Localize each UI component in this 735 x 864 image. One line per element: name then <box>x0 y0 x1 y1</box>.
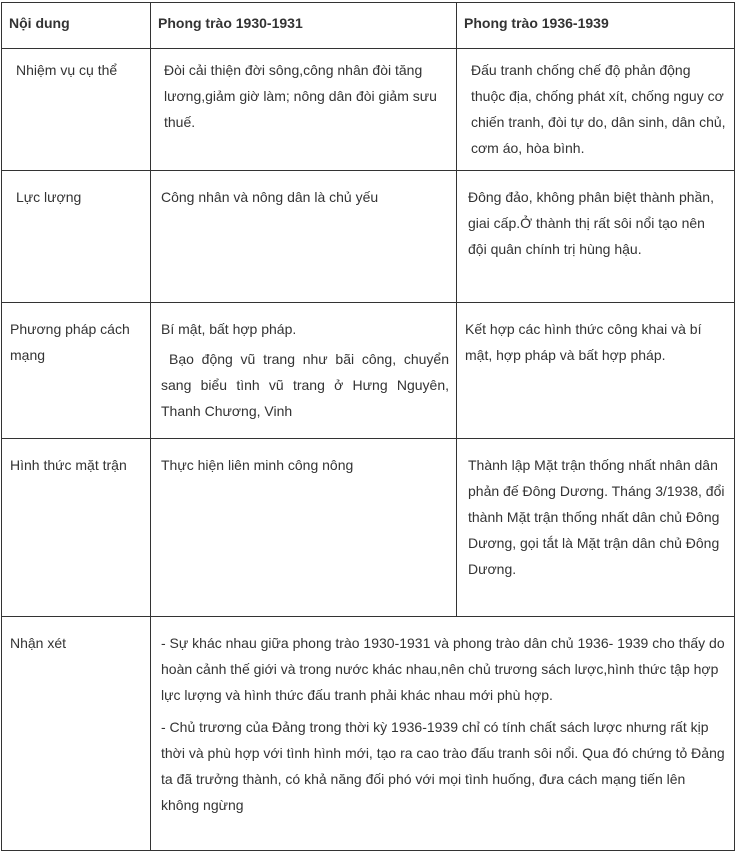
row-label: Nhận xét <box>2 617 151 851</box>
header-phong-trao-1930: Phong trào 1930-1931 <box>151 3 457 49</box>
cell-paragraph: - Chủ trương của Đảng trong thời kỳ 1936-1939 chỉ có tính chất sách lược nhưng rất kịp thời và phù hợp với tình hình mới, tạo ra cao trào đấu tranh sôi nổi. Qua đó chứng tỏ Đảng ta đã trưởng thành, có khả năng đối phó với mọi tình huống, đưa cách mạng tiến lên không ngừng <box>161 719 725 813</box>
table-cell: Đấu tranh chống chế độ phản động thuộc địa, chống phát xít, chống nguy cơ chiến tranh, đòi tự do, dân sinh, dân chủ, cơm áo, hòa bình. <box>457 49 735 171</box>
table-cell: Đòi cải thiện đời sông,công nhân đòi tăng lương,giảm giờ làm; nông dân đòi giảm sưu thuế. <box>151 49 457 171</box>
table-cell <box>151 617 735 851</box>
table-row <box>2 439 735 617</box>
row-label: Lực lượng <box>2 171 151 303</box>
table-row <box>2 617 735 851</box>
table-row <box>2 49 735 171</box>
table-cell: Kết hợp các hình thức công khai và bí mật, hợp pháp và bất hợp pháp. <box>457 303 735 439</box>
row-label: Hình thức mặt trận <box>2 439 151 617</box>
table-cell: Công nhân và nông dân là chủ yếu <box>151 171 457 303</box>
table-cell: Đông đảo, không phân biệt thành phần, giai cấp.Ở thành thị rất sôi nổi tạo nên đội quân chính trị hùng hậu. <box>457 171 735 303</box>
header-noi-dung: Nội dung <box>2 3 151 49</box>
table-row <box>2 303 735 439</box>
row-label: Phương pháp cách mạng <box>2 303 151 439</box>
table-cell <box>151 303 457 439</box>
table-cell: Thành lập Mặt trận thống nhất nhân dân phản đế Đông Dương. Tháng 3/1938, đổi thành Mặt trận thống nhất dân chủ Đông Dương, gọi tắt là Mặt trận dân chủ Đông Dương. <box>457 439 735 617</box>
cell-paragraph: Bạo động vũ trang như bãi công, chuyển sang biểu tình vũ trang ở Hưng Nguyên, Thanh Chương, Vinh <box>161 351 449 419</box>
table-cell: Thực hiện liên minh công nông <box>151 439 457 617</box>
table-row <box>2 171 735 303</box>
row-label: Nhiệm vụ cụ thể <box>2 49 151 171</box>
comparison-table <box>1 2 735 851</box>
cell-paragraph: Bí mật, bất hợp pháp. <box>161 321 297 337</box>
header-phong-trao-1936: Phong trào 1936-1939 <box>457 3 735 49</box>
cell-paragraph: - Sự khác nhau giữa phong trào 1930-1931 và phong trào dân chủ 1936- 1939 cho thấy do hoàn cảnh thế giới và trong nước khác nhau,nên chủ trương sách lược,hình thức tập hợp lực lượng và hình thức đấu tranh phải khác nhau mới phù hợp. <box>161 635 725 703</box>
header-row <box>2 3 735 49</box>
